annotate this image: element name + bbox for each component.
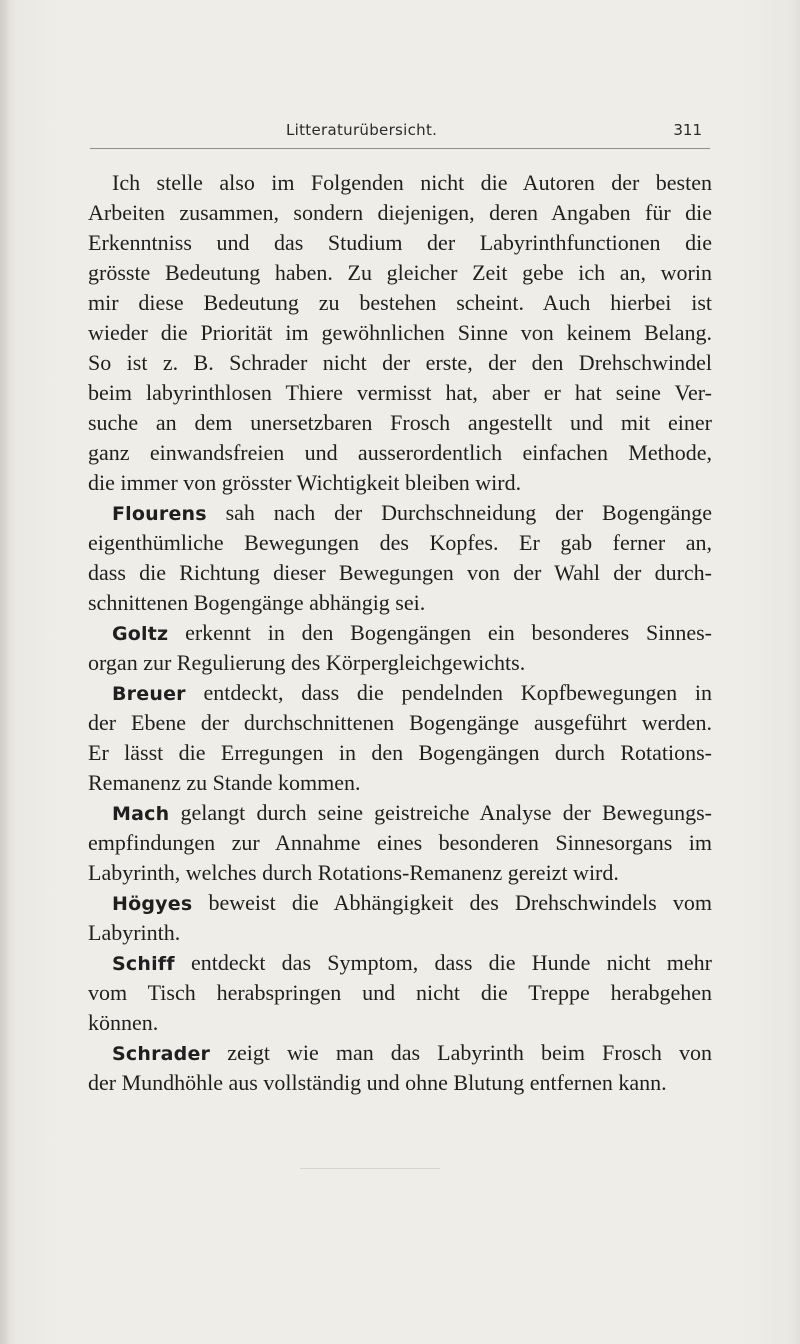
header-rule: [90, 148, 710, 149]
author-name: Högyes: [112, 893, 193, 915]
text-line: [88, 948, 712, 978]
text-line: [88, 498, 712, 528]
paragraph-intro: [88, 168, 712, 498]
text-line: So ist z. B. Schrader nicht der erste, der den Drehschwindel: [88, 350, 712, 375]
text-line: können.: [88, 1010, 159, 1035]
text-run: erkennt in den Bogengängen ein besonderes Sinnes-: [168, 620, 712, 645]
text-line: suche an dem unersetzbaren Frosch angestellt und mit einer: [88, 410, 712, 435]
body-text: [88, 168, 712, 1098]
text-line: vom Tisch herabspringen und nicht die Treppe herabgehen: [88, 980, 712, 1005]
text-line: organ zur Regulierung des Körpergleichgewichts.: [88, 650, 526, 675]
paragraph-flourens: [88, 498, 712, 618]
text-line: [88, 678, 712, 708]
running-title: Litteraturübersicht.: [286, 121, 438, 139]
binding-shadow: [0, 0, 10, 1344]
page-header: [90, 121, 710, 151]
author-name: Goltz: [112, 623, 169, 645]
text-run: beweist die Abhängigkeit des Drehschwindels vom: [192, 890, 712, 915]
text-line: Er lässt die Erregungen in den Bogengängen durch Rotations-: [88, 740, 712, 765]
paragraph-schiff: [88, 948, 712, 1038]
author-name: Schrader: [112, 1043, 211, 1065]
text-run: entdeckt, dass die pendelnden Kopfbewegungen in: [185, 680, 712, 705]
paragraph-mach: [88, 798, 712, 888]
text-line: [88, 618, 712, 648]
paragraph-schrader: [88, 1038, 712, 1098]
text-line: [88, 888, 712, 918]
text-run: zeigt wie man das Labyrinth beim Frosch von: [210, 1040, 712, 1065]
text-line: die immer von grösster Wichtigkeit bleiben wird.: [88, 470, 522, 495]
text-line: der Mundhöhle aus vollständig und ohne Blutung entfernen kann.: [88, 1070, 667, 1095]
text-line: eigenthümliche Bewegungen des Kopfes. Er gab ferner an,: [88, 530, 712, 555]
paragraph-breuer: [88, 678, 712, 798]
text-line: grösste Bedeutung haben. Zu gleicher Zeit gebe ich an, worin: [88, 260, 712, 285]
paragraph-goltz: [88, 618, 712, 678]
author-name: Mach: [112, 803, 170, 825]
text-line: ganz einwandsfreien und ausserordentlich einfachen Methode,: [88, 440, 712, 465]
text-line: beim labyrinthlosen Thiere vermisst hat, aber er hat seine Ver-: [88, 380, 712, 405]
paragraph-hogyes: [88, 888, 712, 948]
text-line: empfindungen zur Annahme eines besonderen Sinnesorgans im: [88, 830, 712, 855]
author-name: Schiff: [112, 953, 175, 975]
text-line: schnittenen Bogengänge abhängig sei.: [88, 590, 426, 615]
text-line: [88, 1038, 712, 1068]
text-line: Remanenz zu Stande kommen.: [88, 770, 361, 795]
author-name: Breuer: [112, 683, 186, 705]
text-line: dass die Richtung dieser Bewegungen von der Wahl der durch-: [88, 560, 712, 585]
text-line: wieder die Priorität im gewöhnlichen Sinne von keinem Belang.: [88, 320, 712, 345]
text-line: der Ebene der durchschnittenen Bogengänge ausgeführt werden.: [88, 710, 712, 735]
text-line: Arbeiten zusammen, sondern diejenigen, deren Angaben für die: [88, 200, 712, 225]
text-line: Ich stelle also im Folgenden nicht die Autoren der besten: [112, 170, 712, 195]
page-number: 311: [673, 121, 702, 139]
text-run: entdeckt das Symptom, dass die Hunde nicht mehr: [174, 950, 712, 975]
text-line: Erkenntniss und das Studium der Labyrinthfunctionen die: [88, 230, 712, 255]
faint-rule: [300, 1168, 440, 1169]
text-line: Labyrinth.: [88, 920, 181, 945]
text-line: Labyrinth, welches durch Rotations-Remanenz gereizt wird.: [88, 860, 619, 885]
text-run: sah nach der Durchschneidung der Bogengänge: [206, 500, 712, 525]
text-line: [88, 798, 712, 828]
author-name: Flourens: [112, 503, 207, 525]
text-line: mir diese Bedeutung zu bestehen scheint. Auch hierbei ist: [88, 290, 712, 315]
text-run: gelangt durch seine geistreiche Analyse der Bewegungs-: [169, 800, 712, 825]
